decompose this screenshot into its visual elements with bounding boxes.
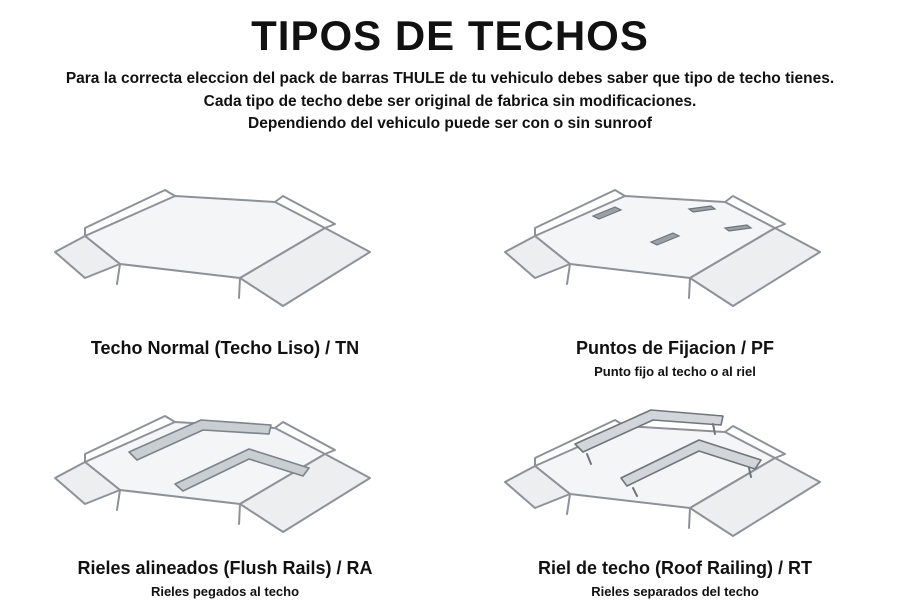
car-roof-flush-rails-icon bbox=[25, 392, 425, 552]
car-roof-fixpoints-icon bbox=[475, 166, 875, 326]
roof-type-subcaption-pf: Punto fijo al techo o al riel bbox=[594, 363, 756, 379]
subtitle-line-2: Cada tipo de techo debe ser original de fabrica sin modificaciones. bbox=[203, 92, 697, 110]
roof-type-subcaption-ra: Rieles pegados al techo bbox=[150, 583, 300, 599]
roof-type-subcaption-rt: Rieles separados del techo bbox=[591, 583, 759, 599]
subtitle-line-3: Dependiendo del vehiculo puede ser con o sin sunroof bbox=[248, 115, 652, 133]
poster-root bbox=[0, 14, 900, 614]
roof-type-card-pf bbox=[450, 162, 900, 388]
subtitle-block bbox=[24, 68, 876, 135]
roof-type-card-tn bbox=[0, 162, 450, 388]
roof-type-caption-rt: Riel de techo (Roof Railing) / RT bbox=[538, 558, 812, 578]
roof-type-card-ra bbox=[0, 388, 450, 614]
roof-type-card-rt bbox=[450, 388, 900, 614]
car-roof-raised-railing-icon bbox=[475, 392, 875, 552]
roof-type-caption-tn: Techo Normal (Techo Liso) / TN bbox=[90, 338, 360, 358]
car-roof-plain-icon bbox=[25, 166, 425, 326]
subtitle-line-1: Para la correcta eleccion del pack de barras THULE de tu vehiculo debes saber que tipo de techo tienes. bbox=[65, 70, 835, 88]
roof-type-caption-ra: Rieles alineados (Flush Rails) / RA bbox=[77, 558, 373, 578]
roof-types-grid bbox=[0, 162, 900, 614]
roof-type-caption-pf: Puntos de Fijacion / PF bbox=[575, 338, 775, 358]
page-title: TIPOS DE TECHOS bbox=[251, 12, 649, 59]
